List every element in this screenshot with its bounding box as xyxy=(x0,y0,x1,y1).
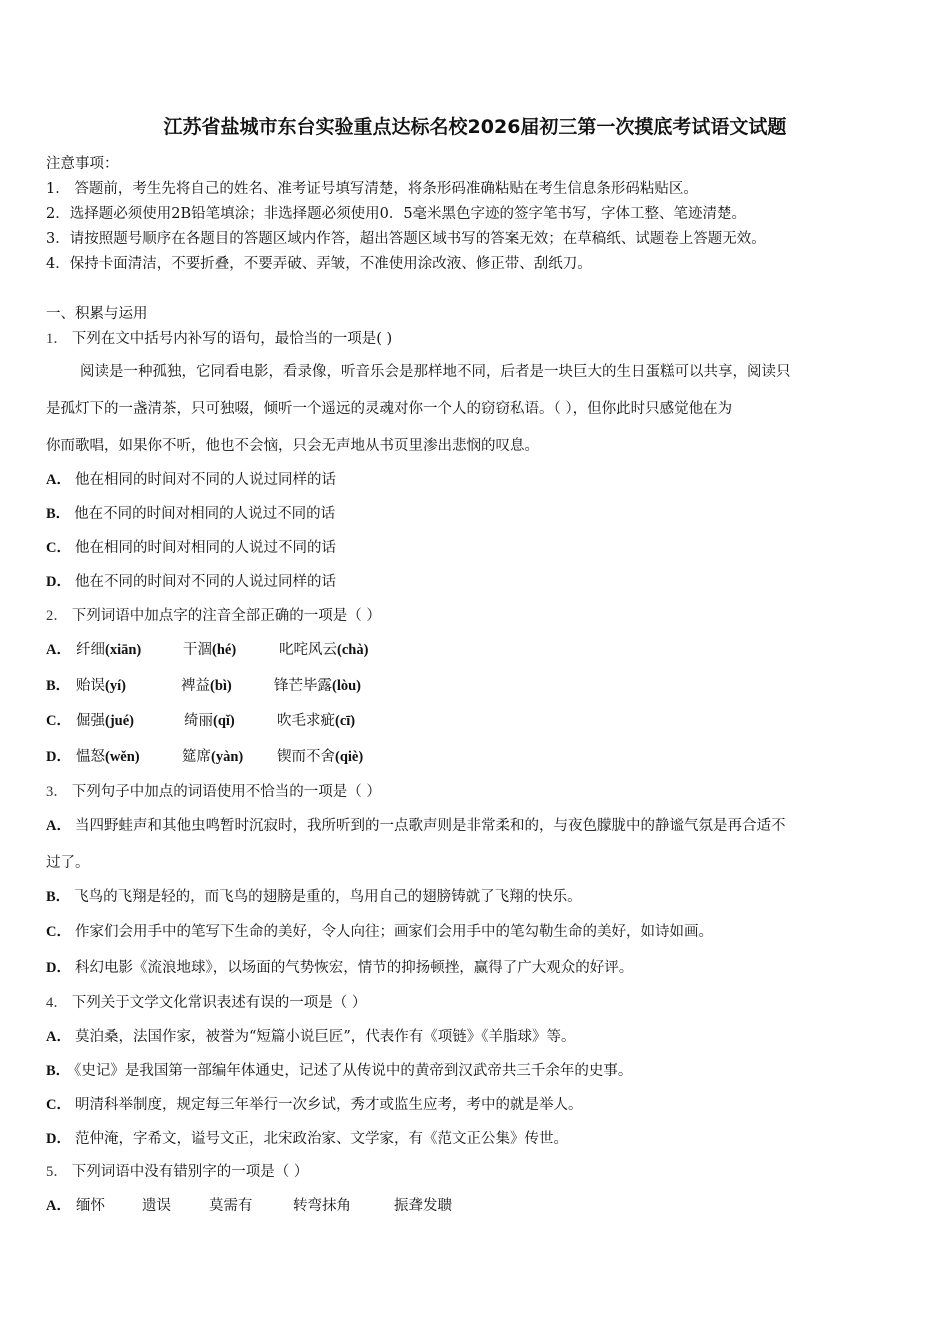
question-1-option-b[interactable] xyxy=(46,502,335,523)
pinyin: (yí) xyxy=(105,678,126,694)
question-1-stem xyxy=(46,327,392,348)
option-word-5: 振聋发聩 xyxy=(394,1198,452,1214)
question-1-option-d[interactable] xyxy=(46,570,336,591)
pinyin: (chà) xyxy=(337,642,369,658)
question-5-stem xyxy=(46,1160,308,1181)
pinyin: (wěn) xyxy=(105,749,140,765)
section-heading: 一、积累与运用 xyxy=(46,306,148,322)
option-label-text: A． xyxy=(46,1198,71,1214)
question-3-option-c[interactable] xyxy=(46,920,713,941)
question-4-stem xyxy=(46,991,366,1012)
word: 筵席 xyxy=(182,749,211,765)
question-3-text: 下列句子中加点的词语使用不恰当的一项是（ ） xyxy=(71,784,381,800)
option-word-2 xyxy=(183,638,236,659)
option-text: 他在不同的时间对不同的人说过同样的话 xyxy=(74,574,336,590)
passage-line-3: 你而歌唱，如果你不听，他也不会恼，只会无声地从书页里渗出悲悯的叹息。 xyxy=(46,438,539,454)
question-1-text: 下列在文中括号内补写的语句，最恰当的一项是( ) xyxy=(71,331,393,347)
question-5-number: 5． xyxy=(46,1164,68,1180)
question-3-option-d[interactable] xyxy=(46,956,633,977)
word: 锲而不舍 xyxy=(277,749,335,765)
option-text: 范仲淹，字希文，谥号文正，北宋政治家、文学家，有《范文正公集》传世。 xyxy=(74,1131,568,1147)
option-label xyxy=(46,638,71,659)
option-label: D． xyxy=(46,960,71,976)
option-word-1: 缅怀 xyxy=(76,1198,105,1214)
option-label: C． xyxy=(46,924,71,940)
option-label: A． xyxy=(46,472,71,488)
passage-line-1: 阅读是一种孤独，它同看电影，看录像，听音乐会是那样地不同，后者是一块巨大的生日蛋糕可以共享，阅读只 xyxy=(80,364,791,380)
option-label: B． xyxy=(46,1063,71,1079)
word: 纤细 xyxy=(76,642,105,658)
pinyin: (cī) xyxy=(335,713,356,729)
option-text: 莫泊桑，法国作家，被誉为“短篇小说巨匠”，代表作有《项链》《羊脂球》等。 xyxy=(74,1029,576,1045)
question-5-text: 下列词语中没有错别字的一项是（ ） xyxy=(71,1164,309,1180)
option-word-4: 转弯抹角 xyxy=(293,1198,351,1214)
notice-item-1: 1． 答题前，考生先将自己的姓名、准考证号填写清楚，将条形码准确粘贴在考生信息条形码粘贴区。 xyxy=(46,181,698,197)
pinyin: (hé) xyxy=(212,642,237,658)
option-label: B． xyxy=(46,506,71,522)
word: 绮丽 xyxy=(184,713,213,729)
pinyin: (yàn) xyxy=(211,749,244,765)
question-1-option-c[interactable] xyxy=(46,536,336,557)
option-text: 当四野蛙声和其他虫鸣暂时沉寂时，我所听到的一点歌声则是非常柔和的，与夜色朦胧中的静谧气氛是再合适不 xyxy=(74,818,786,834)
notice-item-4: 4．保持卡面清洁，不要折叠，不要弄破、弄皱，不准使用涂改液、修正带、刮纸刀。 xyxy=(46,256,592,272)
option-label-text: C． xyxy=(46,713,71,729)
pinyin: (xiān) xyxy=(105,642,142,658)
option-word-2: 遗误 xyxy=(142,1198,171,1214)
option-word-1 xyxy=(76,638,141,659)
question-3-stem xyxy=(46,780,381,801)
option-word-3 xyxy=(274,674,361,695)
word: 吹毛求疵 xyxy=(277,713,335,729)
question-3-option-b[interactable] xyxy=(46,885,582,906)
notice-heading: 注意事项： xyxy=(46,156,119,172)
pinyin: (lòu) xyxy=(332,678,361,694)
question-3-option-a[interactable] xyxy=(46,814,785,835)
pinyin: (qiè) xyxy=(335,749,364,765)
option-word-3: 莫需有 xyxy=(209,1198,253,1214)
question-4-text: 下列关于文学文化常识表述有误的一项是（ ） xyxy=(71,995,367,1011)
option-label: A． xyxy=(46,1029,71,1045)
question-4-option-a[interactable] xyxy=(46,1025,576,1046)
option-label xyxy=(46,709,71,730)
question-1-option-a[interactable] xyxy=(46,468,336,489)
question-4-option-c[interactable] xyxy=(46,1093,582,1114)
option-label-text: B． xyxy=(46,678,71,694)
word: 裨益 xyxy=(181,678,210,694)
question-4-number: 4． xyxy=(46,995,68,1011)
option-label: C． xyxy=(46,1097,71,1113)
pinyin: (qǐ) xyxy=(213,713,235,729)
option-text: 过了。 xyxy=(46,855,90,871)
option-label: D． xyxy=(46,574,71,590)
notice-item-3: 3．请按照题号顺序在各题目的答题区域内作答，超出答题区域书写的答案无效；在草稿纸、试题卷上答题无效。 xyxy=(46,231,766,247)
option-text: 他在不同的时间对相同的人说过不同的话 xyxy=(74,506,336,522)
option-word-3 xyxy=(277,709,355,730)
option-word-3 xyxy=(279,638,368,659)
pinyin: (bì) xyxy=(210,678,232,694)
option-word-3 xyxy=(277,745,363,766)
option-word-1 xyxy=(76,745,140,766)
option-label: B． xyxy=(46,889,71,905)
option-text: 科幻电影《流浪地球》，以场面的气势恢宏，情节的抑扬顿挫，赢得了广大观众的好评。 xyxy=(74,960,634,976)
option-label: C． xyxy=(46,540,71,556)
option-label xyxy=(46,674,70,695)
option-label xyxy=(46,1194,71,1215)
question-3-option-a-continued xyxy=(46,851,90,872)
word: 叱咤风云 xyxy=(279,642,337,658)
option-text: 作家们会用手中的笔写下生命的美好，令人向往；画家们会用手中的笔勾勒生命的美好，如诗如画。 xyxy=(74,924,713,940)
question-3-number: 3． xyxy=(46,784,68,800)
option-word-2 xyxy=(184,709,235,730)
question-1-number: 1． xyxy=(46,331,68,347)
passage-line-2: 是孤灯下的一盏清茶，只可独啜，倾听一个遥远的灵魂对你一个人的窃窃私语。（ ），但你此时只感觉他在为 xyxy=(46,401,733,417)
option-label: A． xyxy=(46,818,71,834)
notice-item-2: 2．选择题必须使用2B铅笔填涂；非选择题必须使用0．5毫米黑色字迹的签字笔书写，字体工整、笔迹清楚。 xyxy=(46,206,747,222)
option-word-2 xyxy=(181,674,232,695)
word: 锋芒毕露 xyxy=(274,678,332,694)
word: 干涸 xyxy=(183,642,212,658)
question-4-option-d[interactable] xyxy=(46,1127,568,1148)
page-title: 江苏省盐城市东台实验重点达标名校2026届初三第一次摸底考试语文试题 xyxy=(163,116,787,138)
word: 贻误 xyxy=(76,678,105,694)
question-2-number: 2． xyxy=(46,608,68,624)
option-label-text: D． xyxy=(46,749,71,765)
pinyin: (jué) xyxy=(105,713,134,729)
option-word-1 xyxy=(76,709,134,730)
word: 倔强 xyxy=(76,713,105,729)
option-word-2 xyxy=(182,745,243,766)
option-text: 《史记》是我国第一部编年体通史，记述了从传说中的黄帝到汉武帝共三千余年的史事。 xyxy=(74,1063,633,1079)
option-label xyxy=(46,745,71,766)
question-2-stem xyxy=(46,604,381,625)
word: 愠怒 xyxy=(76,749,105,765)
question-4-option-b[interactable] xyxy=(46,1059,632,1080)
option-label: D． xyxy=(46,1131,71,1147)
question-2-text: 下列词语中加点字的注音全部正确的一项是（ ） xyxy=(71,608,381,624)
option-word-1 xyxy=(76,674,126,695)
option-text: 飞鸟的飞翔是轻的，而飞鸟的翅膀是重的，鸟用自己的翅膀铸就了飞翔的快乐。 xyxy=(74,889,582,905)
option-text: 明清科举制度，规定每三年举行一次乡试，秀才或监生应考，考中的就是举人。 xyxy=(74,1097,583,1113)
option-text: 他在相同的时间对不同的人说过同样的话 xyxy=(74,472,336,488)
option-label-text: A． xyxy=(46,642,71,658)
option-text: 他在相同的时间对相同的人说过不同的话 xyxy=(74,540,336,556)
